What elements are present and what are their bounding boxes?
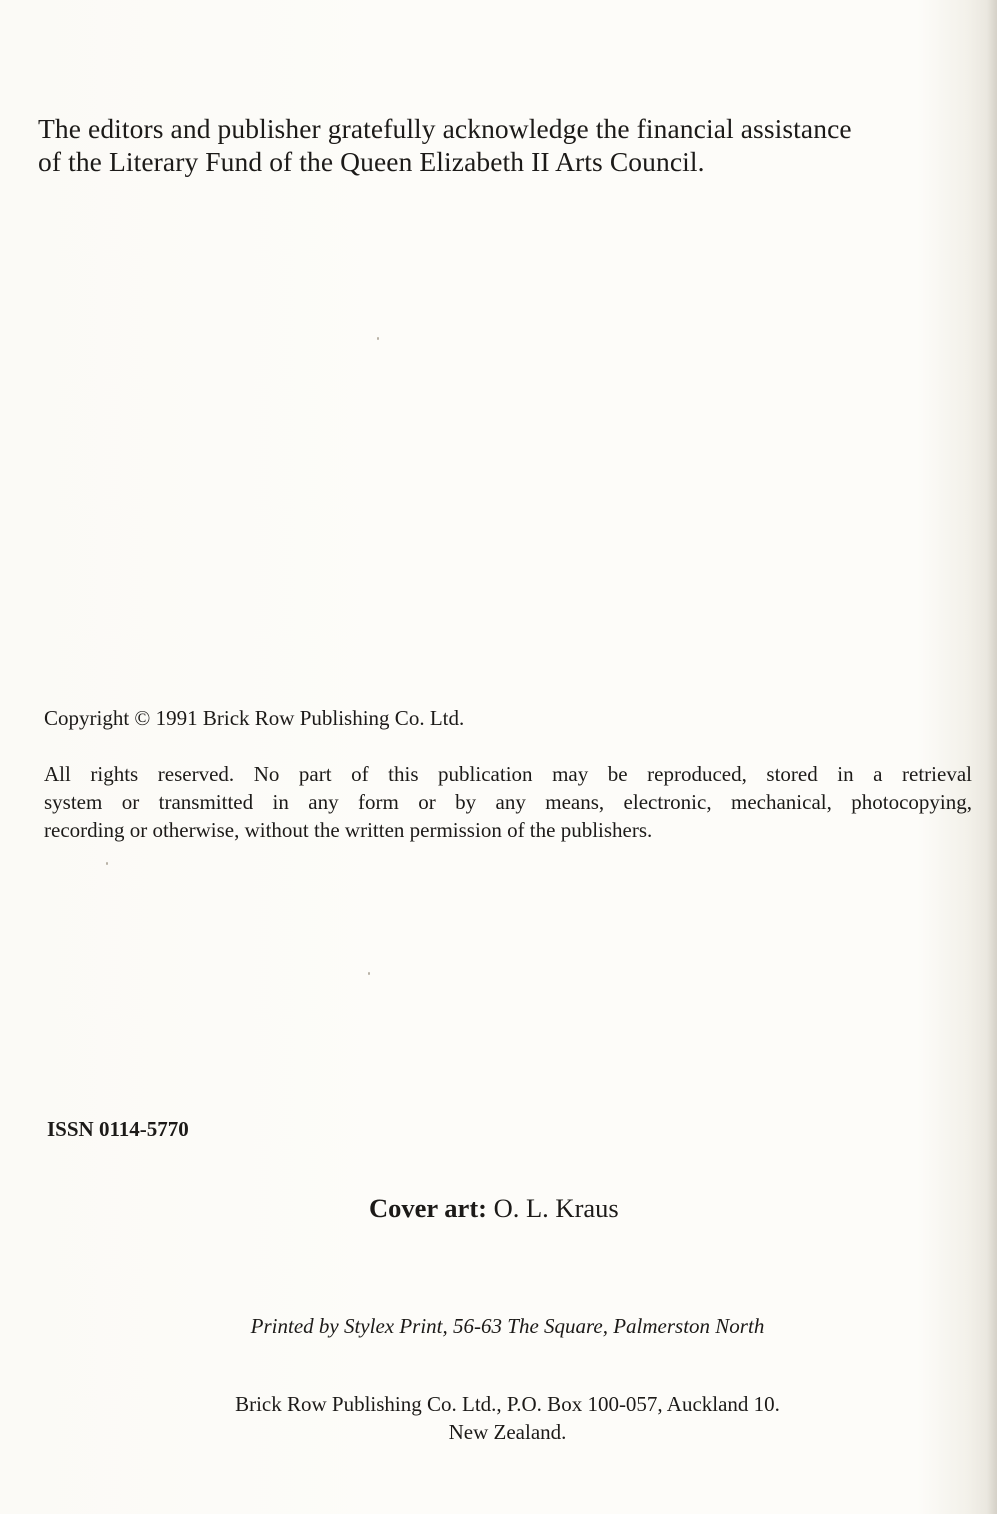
paper-speck (377, 337, 379, 340)
rights-statement (44, 760, 972, 844)
address-line: Brick Row Publishing Co. Ltd., P.O. Box 100-057, Auckland 10. (235, 1392, 780, 1416)
cover-art-label: Cover art: (369, 1193, 487, 1223)
address-line: New Zealand. (448, 1420, 567, 1444)
copyright-notice: Copyright © 1991 Brick Row Publishing Co. Ltd. (44, 706, 465, 730)
rights-line: recording or otherwise, without the written permission of the publishers. (44, 818, 653, 842)
acknowledgement-line: of the Literary Fund of the Queen Elizabeth II Arts Council. (38, 146, 705, 177)
rights-line: system or transmitted in any form or by any means, electronic, mechanical, photocopying, (44, 790, 972, 814)
paper-speck (106, 862, 108, 865)
printer-credit: Printed by Stylex Print, 56-63 The Square, Palmerston North (250, 1314, 765, 1338)
issn-number: ISSN 0114-5770 (47, 1117, 189, 1141)
publisher-address (0, 1390, 997, 1446)
acknowledgement-line: The editors and publisher gratefully acknowledge the financial assistance (38, 113, 852, 144)
cover-artist-name: O. L. Kraus (493, 1193, 619, 1223)
page-edge-shadow (987, 0, 997, 1514)
rights-line: All rights reserved. No part of this publication may be reproduced, stored in a retrieval (44, 762, 972, 786)
paper-speck (368, 972, 370, 975)
acknowledgement-paragraph (38, 112, 973, 178)
cover-art-credit (369, 1191, 619, 1225)
